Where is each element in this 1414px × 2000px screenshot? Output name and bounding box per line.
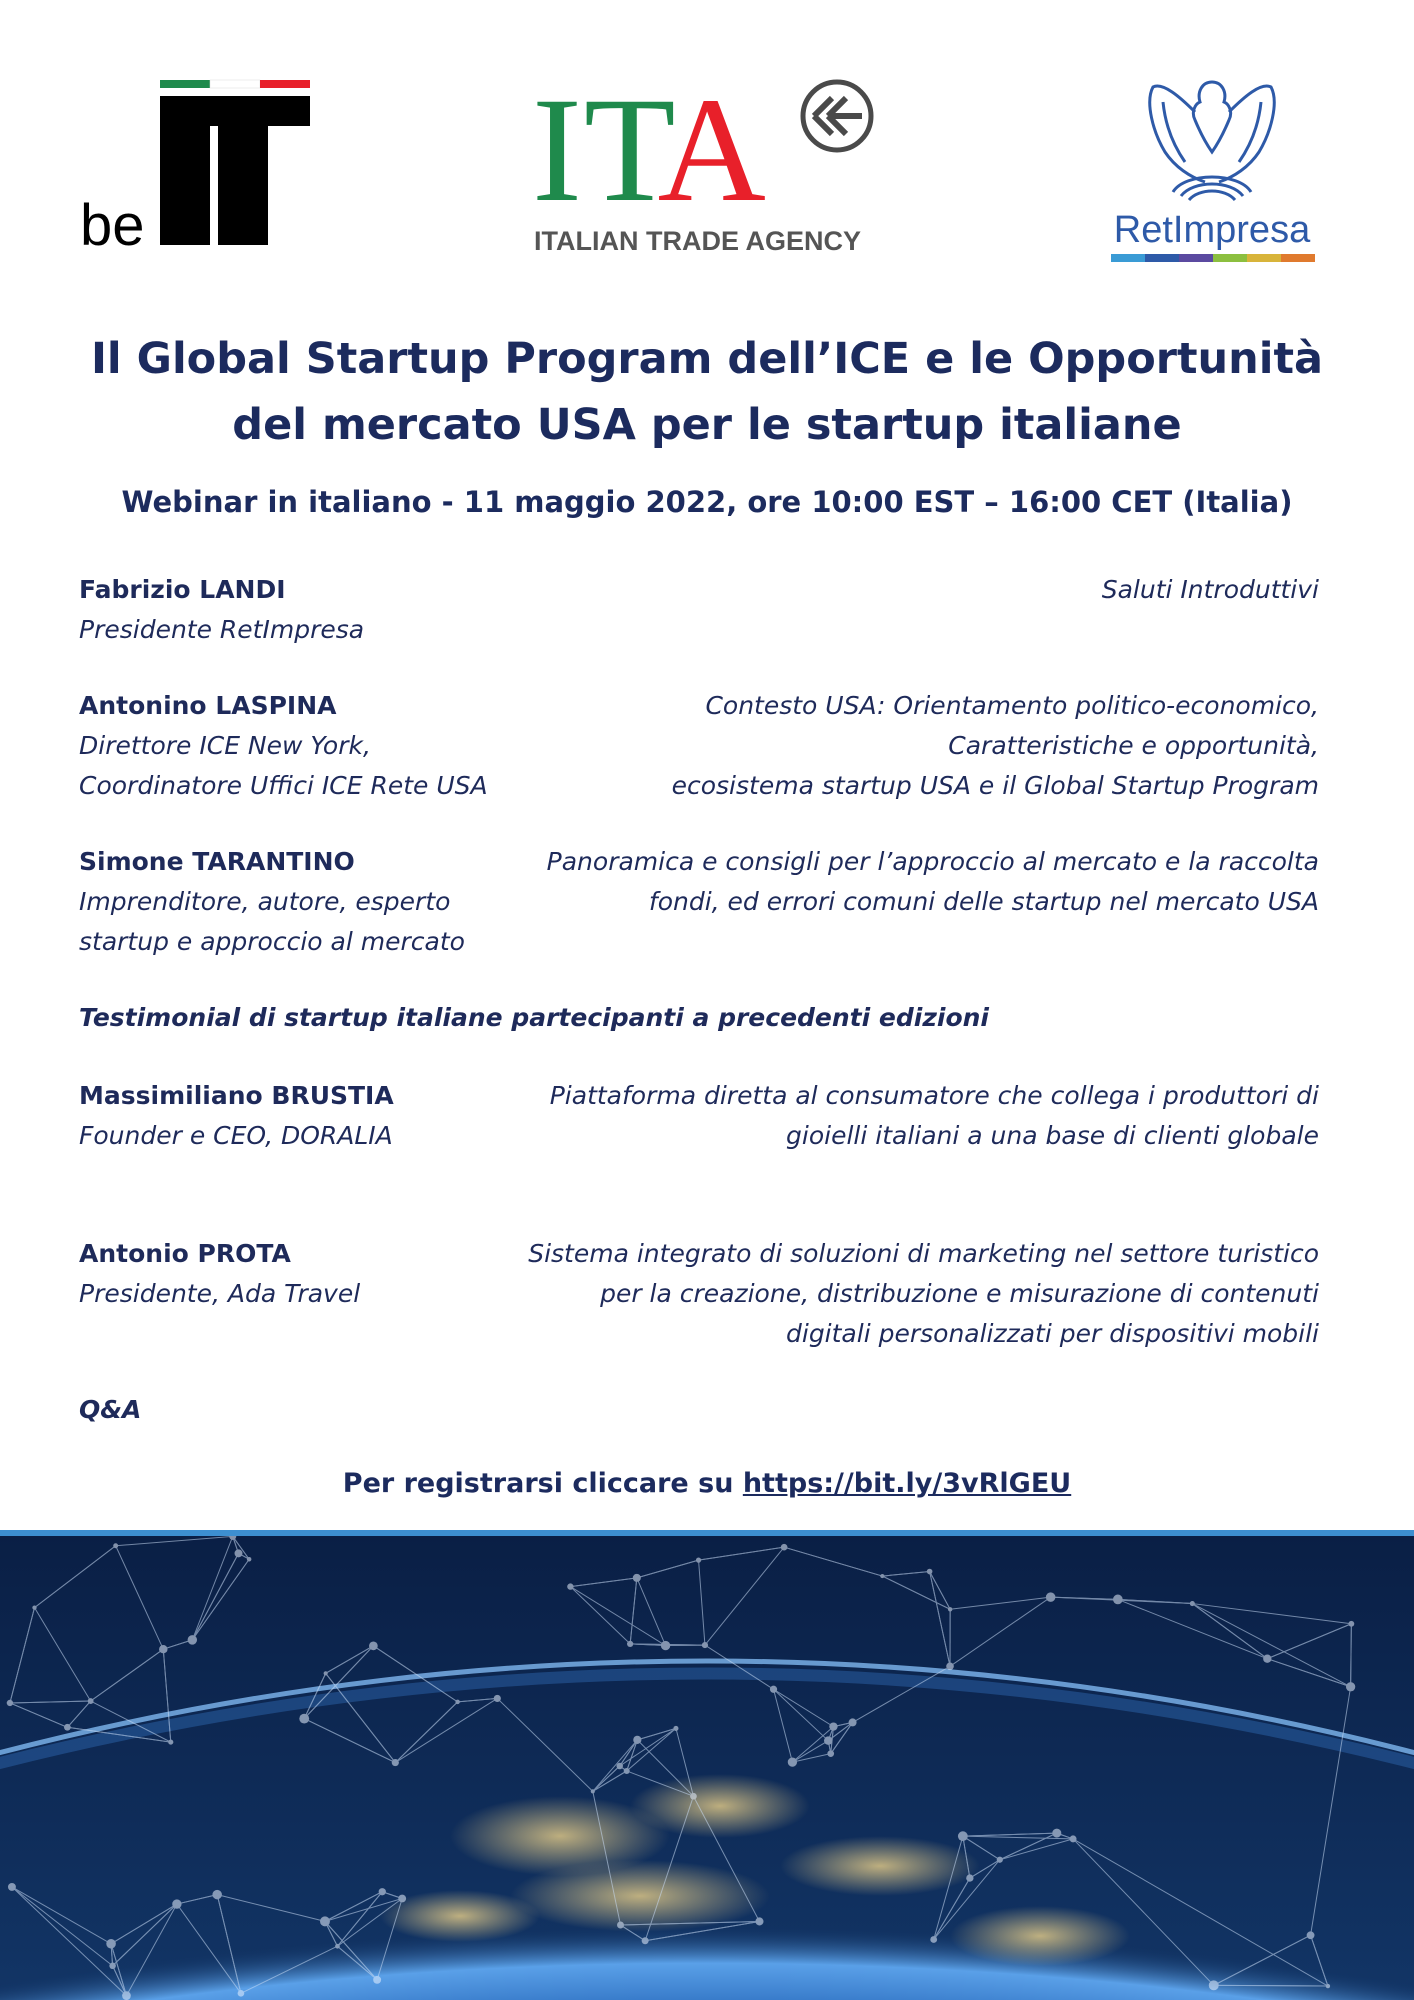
eagle-icon bbox=[1150, 82, 1274, 200]
ita-logo bbox=[532, 70, 882, 260]
speaker-role: Presidente RetImpresa bbox=[79, 615, 365, 644]
beit-logo bbox=[78, 70, 318, 250]
ita-logo-subtitle: ITALIAN TRADE AGENCY bbox=[534, 226, 861, 256]
page-title bbox=[60, 326, 1354, 458]
registration-line bbox=[0, 1464, 1414, 1504]
speaker-role: Direttore ICE New York, bbox=[79, 731, 371, 760]
speaker-topic-line: digitali personalizzati per dispositivi mobili bbox=[786, 1319, 1319, 1348]
speaker-topic bbox=[499, 842, 1319, 922]
speaker-topic-line: fondi, ed errori comuni delle startup nel mercato USA bbox=[648, 887, 1319, 916]
speaker-role: Presidente, Ada Travel bbox=[79, 1279, 361, 1308]
speaker-name: Antonio PROTA bbox=[79, 1239, 291, 1268]
speaker-name: Simone TARANTINO bbox=[79, 847, 355, 876]
speaker-role: startup e approccio al mercato bbox=[79, 927, 465, 956]
speaker-topic bbox=[499, 1076, 1319, 1156]
testimonial-heading: Testimonial di startup italiane partecipanti a precedenti edizioni bbox=[79, 1003, 989, 1032]
qa-label: Q&A bbox=[79, 1395, 142, 1424]
logo-bar bbox=[0, 60, 1414, 270]
ita-logo-letters: ITA bbox=[532, 70, 766, 233]
earth-network-image bbox=[0, 1536, 1414, 2000]
registration-link[interactable]: https://bit.ly/3vRlGEU bbox=[742, 1468, 1072, 1499]
speaker-name: Fabrizio LANDI bbox=[79, 575, 286, 604]
speaker-topic-line: Sistema integrato di soluzioni di marketing nel settore turistico bbox=[528, 1239, 1319, 1268]
speaker-role: Founder e CEO, DORALIA bbox=[79, 1121, 393, 1150]
speaker-role: Imprenditore, autore, esperto bbox=[79, 887, 451, 916]
speaker-topic-line: per la creazione, distribuzione e misurazione di contenuti bbox=[600, 1279, 1319, 1308]
speaker-topic-line: gioielli italiani a una base di clienti globale bbox=[786, 1121, 1319, 1150]
speaker-topic-line: Piattaforma diretta al consumatore che collega i produttori di bbox=[549, 1081, 1319, 1110]
speaker-name: Massimiliano BRUSTIA bbox=[79, 1081, 394, 1110]
speaker-topic-line: Saluti Introduttivi bbox=[1101, 575, 1319, 604]
page-title-line-1: Il Global Startup Program dell’ICE e le Opportunità bbox=[90, 334, 1324, 384]
retimpresa-logo-text: RetImpresa bbox=[1113, 209, 1311, 251]
speaker-topic bbox=[499, 1234, 1319, 1354]
webinar-subtitle: Webinar in italiano - 11 maggio 2022, ore 10:00 EST – 16:00 CET (Italia) bbox=[121, 485, 1293, 519]
speaker-topic-line: ecosistema startup USA e il Global Startup Program bbox=[671, 771, 1319, 800]
registration-prefix: Per registrarsi cliccare su bbox=[342, 1468, 743, 1499]
speaker-role: Coordinatore Uffici ICE Rete USA bbox=[79, 771, 488, 800]
retimpresa-logo bbox=[1105, 72, 1320, 267]
speaker-topic bbox=[499, 686, 1319, 806]
speaker-topic-line: Caratteristiche e opportunità, bbox=[948, 731, 1319, 760]
ita-arrow-icon bbox=[814, 98, 862, 134]
page-title-line-2: del mercato USA per le startup italiane bbox=[232, 400, 1182, 450]
speaker-name: Antonino LASPINA bbox=[79, 691, 337, 720]
speaker-topic-line: Panoramica e consigli per l’approccio al mercato e la raccolta bbox=[546, 847, 1319, 876]
beit-logo-text: be bbox=[80, 193, 145, 250]
speaker-topic-line: Contesto USA: Orientamento politico-economico, bbox=[705, 691, 1319, 720]
speaker-topic bbox=[499, 570, 1319, 610]
